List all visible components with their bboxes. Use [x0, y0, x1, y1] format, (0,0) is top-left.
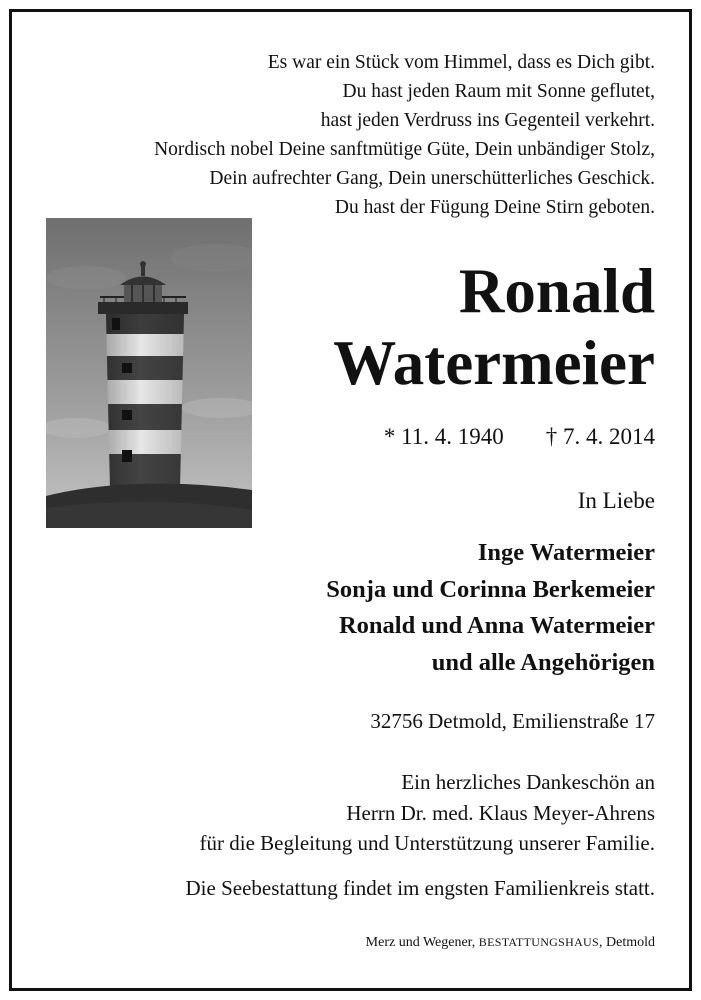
- mourner-line: Sonja und Corinna Berkemeier: [326, 575, 655, 603]
- birth-date: * 11. 4. 1940: [383, 424, 504, 449]
- life-dates: [384, 424, 655, 450]
- poem: [154, 48, 655, 222]
- in-liebe: In Liebe: [577, 488, 655, 513]
- mourner-line: Inge Watermeier: [477, 539, 655, 566]
- poem-line: Du hast jeden Raum mit Sonne geflutet,: [342, 81, 655, 102]
- thanks-line: Ein herzliches Dankeschön an: [401, 770, 655, 794]
- funeral-home-name: Merz und Wegener,: [365, 935, 479, 950]
- lighthouse-photo: [46, 218, 252, 528]
- poem-line: Du hast der Fügung Deine Stirn geboten.: [334, 197, 655, 218]
- funeral-home: [366, 935, 655, 951]
- poem-line: Dein aufrechter Gang, Dein unerschütterliches Geschick.: [209, 168, 655, 189]
- deceased-name: [333, 255, 655, 399]
- mourner-line: und alle Angehörigen: [431, 648, 655, 676]
- poem-line: hast jeden Verdruss ins Gegenteil verkehrt.: [320, 110, 655, 131]
- poem-line: Es war ein Stück vom Himmel, dass es Dich gibt.: [267, 52, 655, 73]
- last-name: Watermeier: [333, 328, 655, 398]
- thanks-note: [200, 767, 655, 859]
- mourners: [326, 535, 655, 681]
- burial-note: Die Seebestattung findet im engsten Familienkreis statt.: [185, 876, 655, 900]
- mourner-line: Ronald und Anna Watermeier: [338, 612, 655, 639]
- thanks-line: Herrn Dr. med. Klaus Meyer-Ahrens: [346, 800, 655, 825]
- address: 32756 Detmold, Emilienstraße 17: [370, 709, 655, 733]
- poem-line: Nordisch nobel Deine sanftmütige Güte, Dein unbändiger Stolz,: [154, 139, 655, 160]
- thanks-line: für die Begleitung und Unterstützung unserer Familie.: [199, 831, 655, 855]
- death-date: † 7. 4. 2014: [545, 424, 655, 449]
- funeral-home-city: , Detmold: [599, 935, 655, 950]
- first-name: Ronald: [458, 256, 655, 326]
- funeral-home-type: BESTATTUNGSHAUS: [478, 935, 599, 949]
